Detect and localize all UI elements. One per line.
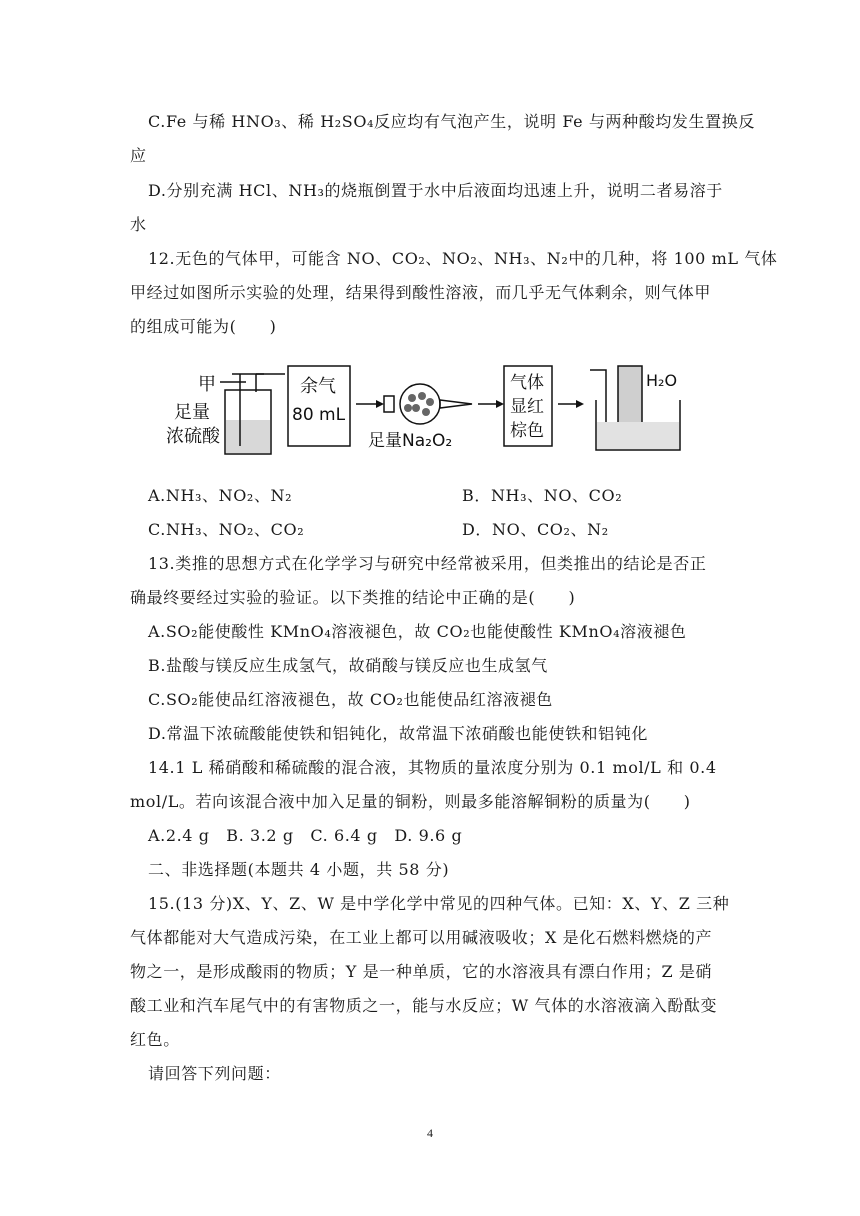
text-line: D.分别充满 HCl、NH₃的烧瓶倒置于水中后液面均迅速上升，说明二者易溶于 (148, 181, 723, 200)
color-label: 气体 (510, 373, 544, 393)
option-d: D．NO、CO₂、N₂ (462, 520, 609, 539)
option-b: B．NH₃、NO、CO₂ (462, 486, 623, 505)
color-label: 棕色 (510, 421, 544, 441)
text-line: 红色。 (130, 1030, 180, 1049)
question-14-options: A.2.4 g B. 3.2 g C. 6.4 g D. 9.6 g (148, 826, 463, 845)
option-d: D.常温下浓硫酸能使铁和铝钝化，故常温下浓硝酸也能使铁和铝钝化 (148, 724, 648, 743)
text-line: 水 (130, 215, 147, 234)
option-a: A.NH₃、NO₂、N₂ (148, 486, 293, 505)
text-line: 甲经过如图所示实验的处理，结果得到酸性溶液，而几乎无气体剩余，则气体甲 (130, 283, 712, 302)
text-line: C.Fe 与稀 HNO₃、稀 H₂SO₄反应均有气泡产生，说明 Fe 与两种酸均发生置换反 (148, 112, 755, 131)
acid-label: 浓硫酸 (166, 426, 220, 447)
gas-label: 甲 (198, 374, 216, 395)
question-13-stem: 13.类推的思想方式在化学学习与研究中经常被采用，但类推出的结论是否正 (148, 554, 707, 573)
remaining-gas-label: 余气 (300, 376, 336, 397)
question-12-stem: 12.无色的气体甲，可能含 NO、CO₂、NO₂、NH₃、N₂中的几种，将 100 mL 气体 (148, 249, 778, 268)
option-b: B.盐酸与镁反应生成氢气，故硝酸与镁反应也生成氢气 (148, 656, 548, 675)
remaining-gas-volume: 80 mL (292, 405, 346, 425)
question-14-stem: 14.1 L 稀硝酸和稀硫酸的混合液，其物质的量浓度分别为 0.1 mol/L 和 0.4 (148, 758, 717, 777)
text-line: 应 (130, 146, 147, 165)
drying-tube-bulb (400, 384, 440, 424)
text-line: 气体都能对大气造成污染，在工业上都可以用碱液吸收；X 是化石燃料燃烧的产 (130, 928, 713, 947)
option-c: C.NH₃、NO₂、CO₂ (148, 520, 305, 539)
section-heading: 二、非选择题(本题共 4 小题，共 58 分) (148, 860, 450, 879)
option-a: A.SO₂能使酸性 KMnO₄溶液褪色，故 CO₂也能使酸性 KMnO₄溶液褪色 (148, 622, 687, 641)
text-line: 酸工业和汽车尾气中的有害物质之一，能与水反应；W 气体的水溶液滴入酚酞变 (130, 996, 718, 1015)
water-label: H₂O (646, 371, 678, 390)
option-c: C.SO₂能使品红溶液褪色，故 CO₂也能使品红溶液褪色 (148, 690, 553, 709)
experiment-diagram (160, 360, 700, 470)
page-number: 4 (427, 1126, 433, 1140)
na2o2-label: 足量Na₂O₂ (368, 431, 453, 451)
text-line: 请回答下列问题： (148, 1064, 281, 1083)
text-line: 物之一，是形成酸雨的物质；Y 是一种单质，它的水溶液具有漂白作用；Z 是硝 (130, 962, 713, 981)
text-line: 的组成可能为( ) (130, 317, 277, 336)
color-label: 显红 (510, 397, 544, 417)
text-line: 确最终要经过实验的验证。以下类推的结论中正确的是( ) (130, 588, 576, 607)
text-line: mol/L。若向该混合液中加入足量的铜粉，则最多能溶解铜粉的质量为( ) (130, 792, 691, 811)
acid-label: 足量 (174, 402, 210, 423)
question-15-stem: 15.(13 分)X、Y、Z、W 是中学化学中常见的四种气体。已知：X、Y、Z 三种 (148, 894, 730, 913)
